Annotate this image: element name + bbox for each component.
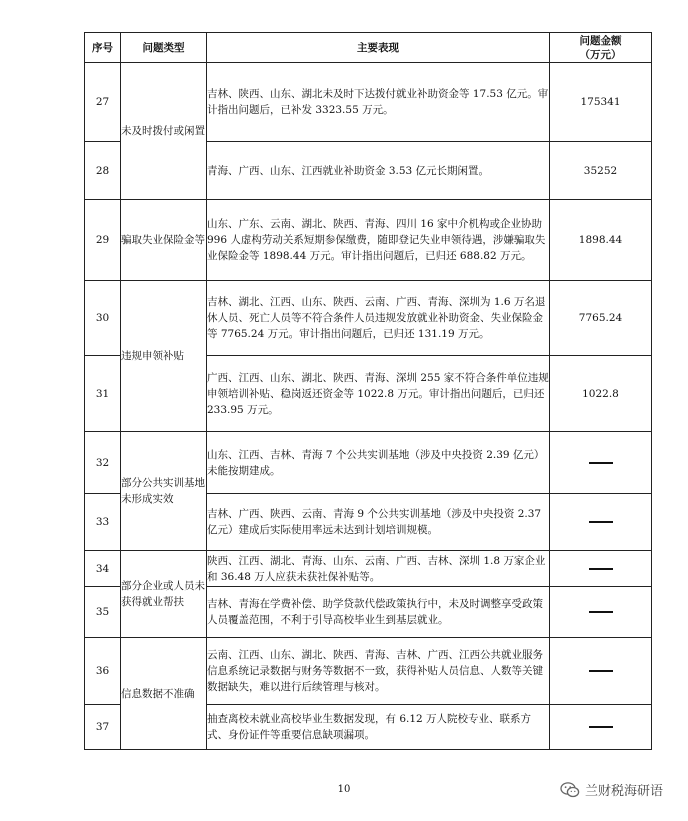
row-desc: 山东、广东、云南、湖北、陕西、青海、四川 16 家中介机构或企业协助 996 人虚构劳动关系短期参保缴费，随即登记失业申领待遇，涉嫌骗取失业保险金等 1898.44 万元。审计指出问题后，已归还 688.82 万元。 <box>207 200 550 281</box>
no-amount-dash <box>589 670 613 672</box>
header-desc: 主要表现 <box>207 33 550 63</box>
row-desc: 青海、广西、山东、江西就业补助资金 3.53 亿元长期闲置。 <box>207 142 550 200</box>
row-desc: 广西、江西、山东、湖北、陕西、青海、深圳 255 家不符合条件单位违规申领培训补贴、稳岗返还资金等 1022.8 万元。审计指出问题后，已归还 233.95 万元。 <box>207 356 550 432</box>
row-amount: 175341 <box>550 63 652 142</box>
row-desc: 吉林、湖北、江西、山东、陕西、云南、广西、青海、深圳为 1.6 万名退休人员、死亡人员等不符合条件人员违规发放就业补助资金、失业保险金等 7765.24 万元。审计指出问题后，已归还 131.19 万元。 <box>207 281 550 356</box>
row-amount: 1898.44 <box>550 200 652 281</box>
header-amount-line1: 问题金额 <box>579 34 622 47</box>
no-amount-dash <box>589 568 613 570</box>
row-no: 36 <box>85 638 121 705</box>
header-amount-line2: （万元） <box>579 48 622 61</box>
table-row <box>85 551 652 587</box>
row-amount: 7765.24 <box>550 281 652 356</box>
row-amount <box>550 494 652 551</box>
header-no: 序号 <box>85 33 121 63</box>
table-row <box>85 281 652 356</box>
page-number: 10 <box>337 784 351 795</box>
row-type: 未及时拨付或闲置 <box>121 63 207 200</box>
audit-issues-table <box>84 32 652 750</box>
row-no: 33 <box>85 494 121 551</box>
table-row <box>85 200 652 281</box>
row-no: 28 <box>85 142 121 200</box>
row-amount <box>550 587 652 638</box>
row-desc: 吉林、陕西、山东、湖北未及时下达拨付就业补助资金等 17.53 亿元。审计指出问题后，已补发 3323.55 万元。 <box>207 63 550 142</box>
watermark <box>560 780 663 799</box>
row-amount: 1022.8 <box>550 356 652 432</box>
row-type: 违规申领补贴 <box>121 281 207 432</box>
header-amount <box>550 33 652 63</box>
row-type: 信息数据不准确 <box>121 638 207 750</box>
row-no: 30 <box>85 281 121 356</box>
no-amount-dash <box>589 611 613 613</box>
row-type: 部分企业或人员未获得就业帮扶 <box>121 551 207 638</box>
row-desc: 山东、江西、吉林、青海 7 个公共实训基地（涉及中央投资 2.39 亿元）未能按期建成。 <box>207 432 550 494</box>
row-desc: 云南、江西、山东、湖北、陕西、青海、吉林、广西、江西公共就业服务信息系统记录数据与财务等数据不一致，获得补贴人员信息、人数等关键数据缺失，难以进行后续管理与核对。 <box>207 638 550 705</box>
row-amount <box>550 432 652 494</box>
wechat-icon <box>560 782 580 798</box>
row-no: 32 <box>85 432 121 494</box>
table-row <box>85 638 652 705</box>
row-desc: 吉林、广西、陕西、云南、青海 9 个公共实训基地（涉及中央投资 2.37 亿元）建成后实际使用率远未达到计划培训规模。 <box>207 494 550 551</box>
row-no: 34 <box>85 551 121 587</box>
no-amount-dash <box>589 462 613 464</box>
row-amount <box>550 551 652 587</box>
watermark-text: 兰财税海研语 <box>585 784 664 799</box>
table-row <box>85 63 652 142</box>
row-desc: 吉林、青海在学费补偿、助学贷款代偿政策执行中，未及时调整享受政策人员覆盖范围，不利于引导高校毕业生到基层就业。 <box>207 587 550 638</box>
row-amount <box>550 705 652 750</box>
row-amount <box>550 638 652 705</box>
row-no: 27 <box>85 63 121 142</box>
no-amount-dash <box>589 521 613 523</box>
row-type: 骗取失业保险金等 <box>121 200 207 281</box>
row-no: 37 <box>85 705 121 750</box>
row-type: 部分公共实训基地未形成实效 <box>121 432 207 551</box>
row-desc: 抽查离校未就业高校毕业生数据发现，有 6.12 万人院校专业、联系方式、身份证件等重要信息缺项漏项。 <box>207 705 550 750</box>
row-amount: 35252 <box>550 142 652 200</box>
row-no: 35 <box>85 587 121 638</box>
header-row <box>85 33 652 63</box>
row-no: 31 <box>85 356 121 432</box>
table-row <box>85 432 652 494</box>
row-desc: 陕西、江西、湖北、青海、山东、云南、广西、吉林、深圳 1.8 万家企业和 36.48 万人应获未获社保补贴等。 <box>207 551 550 587</box>
no-amount-dash <box>589 726 613 728</box>
header-type: 问题类型 <box>121 33 207 63</box>
row-no: 29 <box>85 200 121 281</box>
